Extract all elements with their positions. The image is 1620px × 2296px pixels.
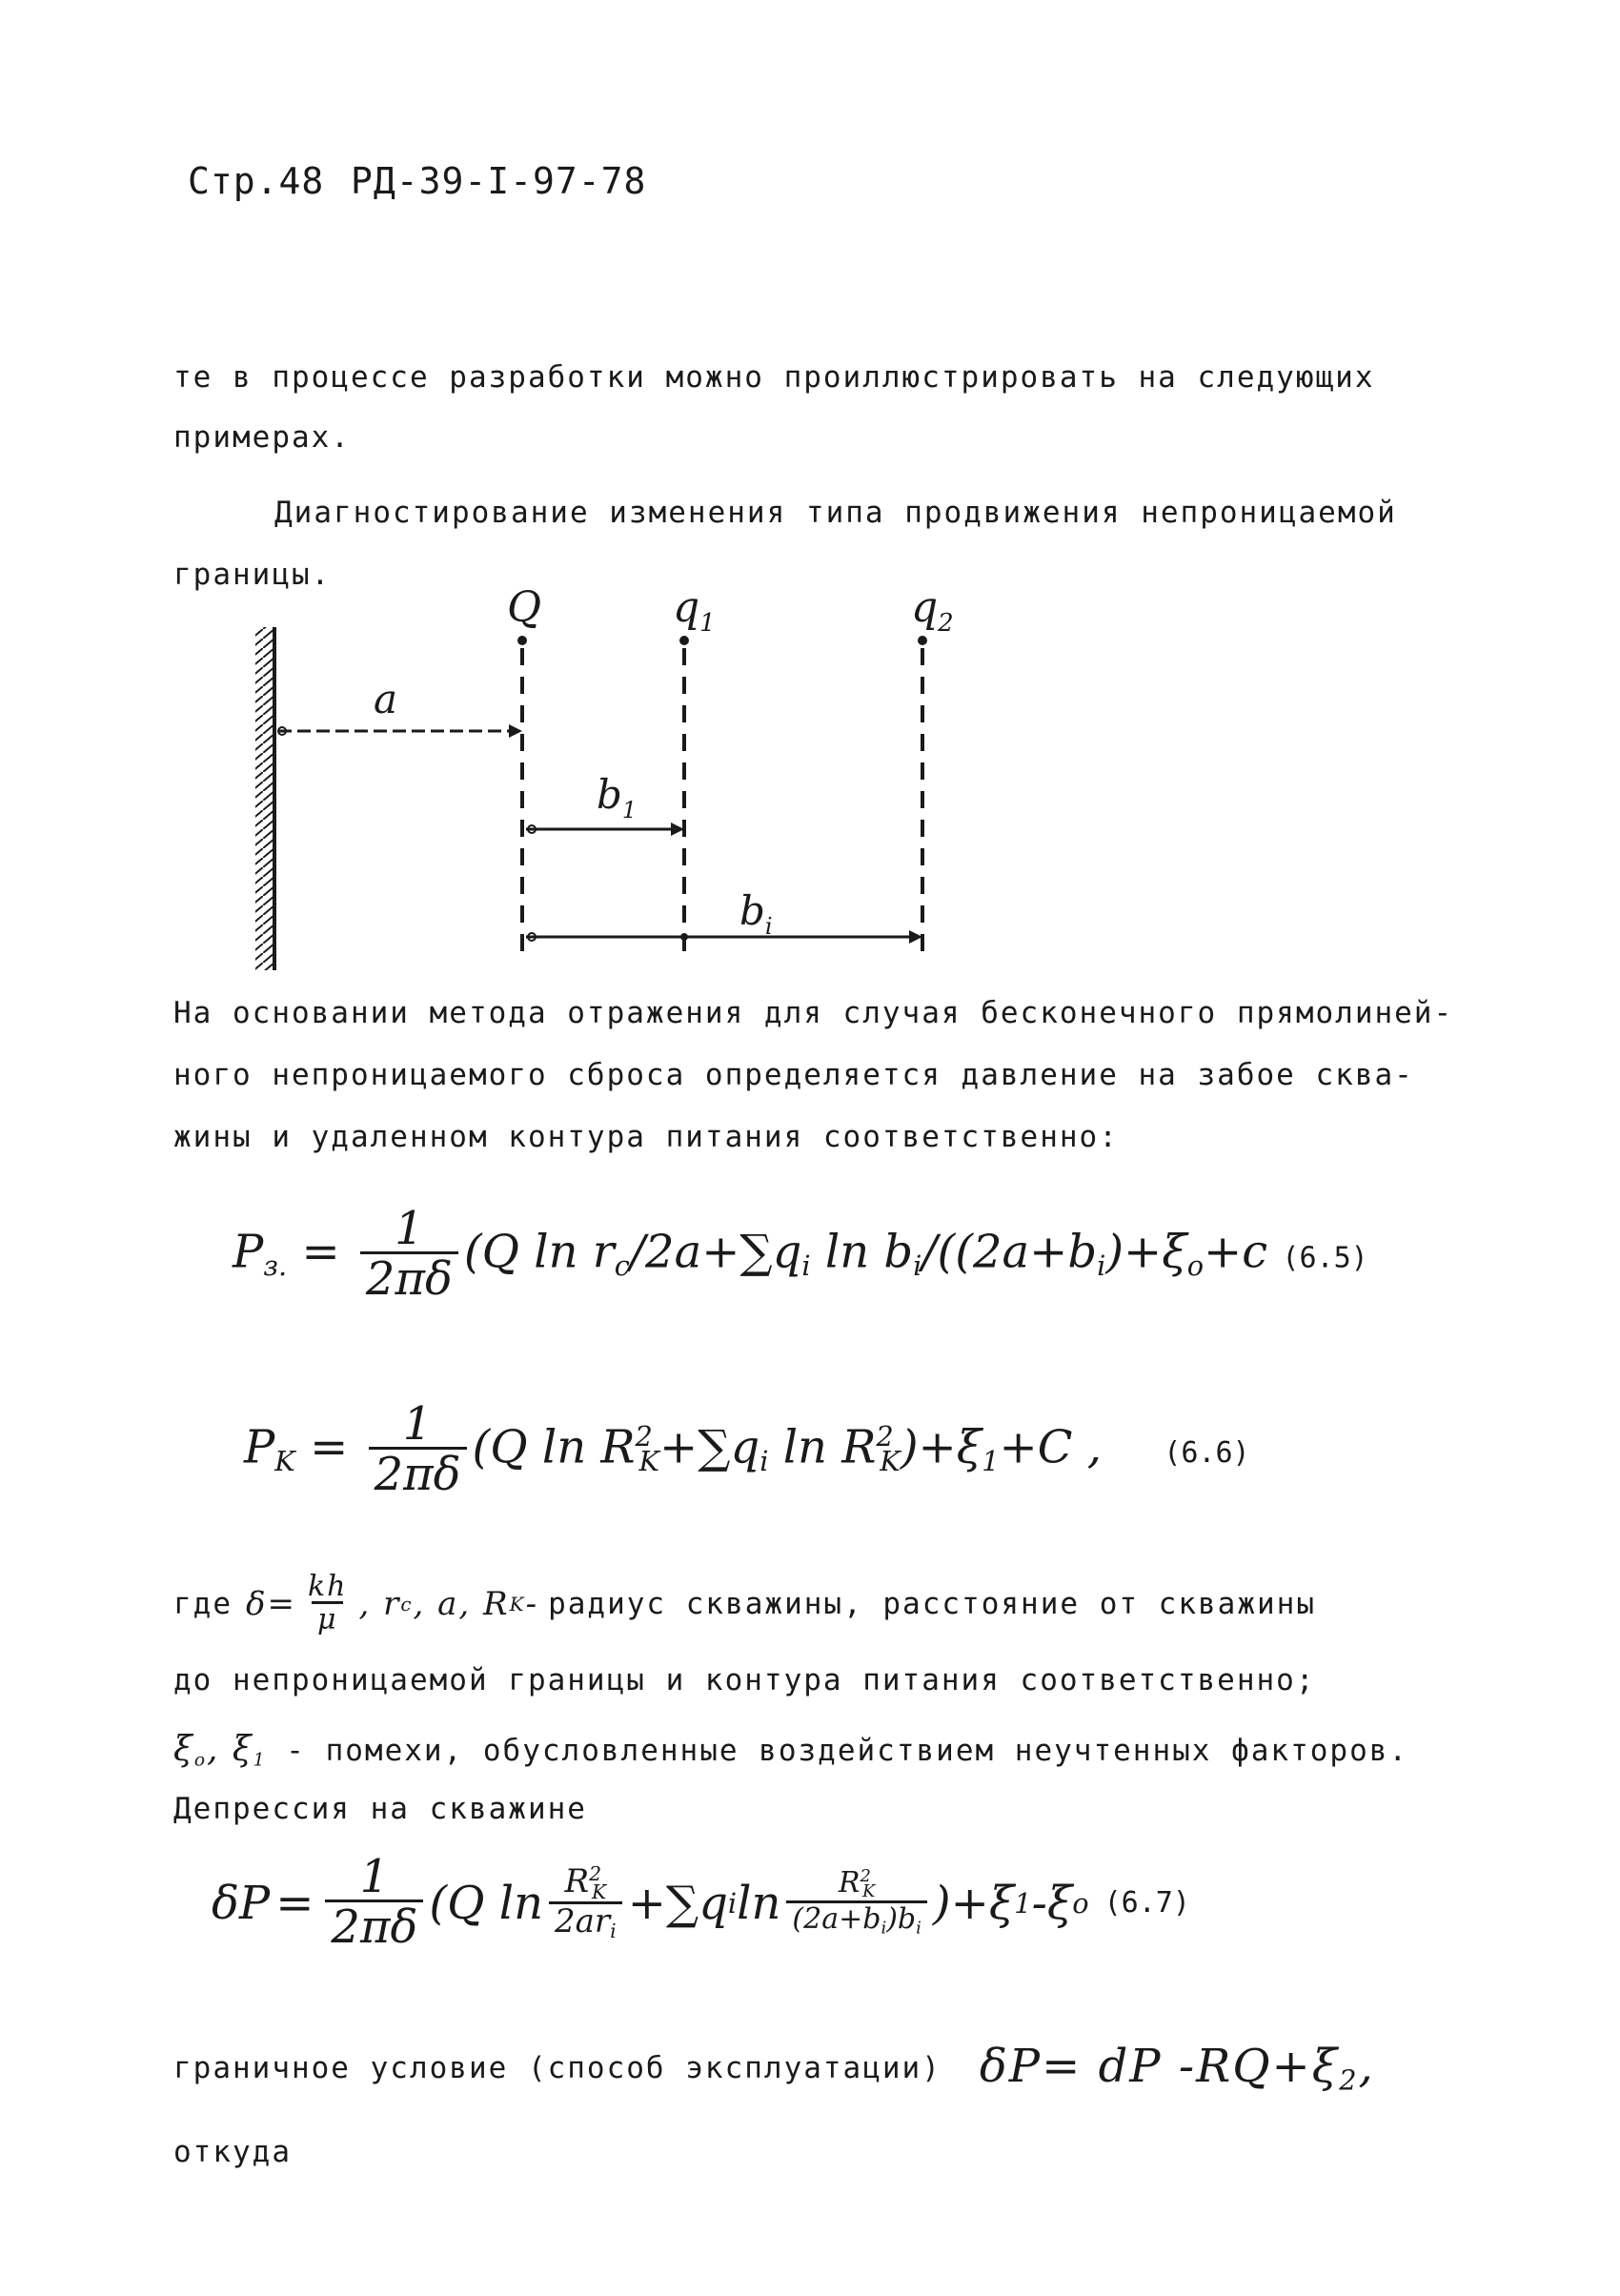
well-Q-line xyxy=(517,636,527,961)
where-line: где δ= $\frac{kh}{\mu}$ , r c , a, R K - радиус скважины, расстояние от скважины xyxy=(173,1570,1316,1636)
paragraph-line: те в процессе разработки можно проиллюстрировать на следующих xyxy=(173,360,1375,395)
well-q2-line xyxy=(918,636,927,961)
boundary-condition-line: граничное условие (способ эксплуатации) δP= dP $-RQ+\xi_2$, xyxy=(173,2040,1375,2097)
equation-number: (6.5) xyxy=(1282,1241,1368,1275)
page-number: Стр.48 xyxy=(188,160,325,202)
where-line: Депрессия на скважине xyxy=(173,1792,587,1826)
equation-6-7: δP = $\frac{1}{2\pi\delta}$ (Q ln $\frac{R^2_K}{2ar_i}$ +∑q i ln $\frac{R^2_K}{(2a+b_i)b_i}$ )+ξ 1 -ξ o (6.7) xyxy=(212,1850,1190,1954)
dimension-b1 xyxy=(526,823,684,836)
where-line: $\xi_o$, $\xi_1$ - помехи, обусловленные воздействием неучтенных факторов. xyxy=(173,1730,1409,1771)
well-diagram xyxy=(0,572,1048,991)
paragraph-line: На основании метода отражения для случая бесконечного прямолиней- xyxy=(173,996,1454,1030)
equation-number: (6.6) xyxy=(1164,1436,1250,1471)
dimension-bi xyxy=(526,930,922,944)
label-q1: $q_1$ xyxy=(673,583,716,638)
label-Q: Q xyxy=(507,583,542,632)
impermeable-boundary-wall xyxy=(255,627,274,970)
label-b1: $b_1$ xyxy=(597,771,638,823)
paragraph-line: жины и удаленном контура питания соответственно: xyxy=(173,1120,1119,1154)
dimension-a xyxy=(278,724,522,738)
label-a: a xyxy=(374,676,398,722)
paragraph-line: ного непроницаемого сброса определяется давление на забое сква- xyxy=(173,1058,1414,1092)
section-heading-cont: границы. xyxy=(173,558,332,592)
equation-number: (6.7) xyxy=(1104,1886,1190,1920)
equation-6-6: $P_K$ = $\frac{1}{2\pi\delta}$ (Q $\ln R^2_K+\sum q_i$ $\ln R^2_K)+\xi_1+C$ , (6.6) xyxy=(244,1397,1250,1501)
section-heading: Диагностирование изменения типа продвижения непроницаемой xyxy=(274,496,1397,530)
paragraph-line: примерах. xyxy=(173,420,351,455)
document-code: РД-39-I-97-78 xyxy=(351,160,647,202)
label-q2: $q_2$ xyxy=(911,583,954,638)
equation-6-5: $P_{з.}$ = $\frac{1}{2\pi\delta}$ (Q $\ln r_c/2a+\sum q_i$ $\ln b_i/((2a+b_i)+\xi_o+c$ (6.5) xyxy=(233,1202,1368,1306)
paragraph-line: откуда xyxy=(173,2135,292,2169)
where-line: до непроницаемой границы и контура питания соответственно; xyxy=(173,1663,1316,1697)
well-q1-line xyxy=(679,636,689,961)
boundary-formula: δP= dP $-RQ+\xi_2$, xyxy=(979,2040,1375,2097)
label-bi: $b_i$ xyxy=(739,887,773,940)
